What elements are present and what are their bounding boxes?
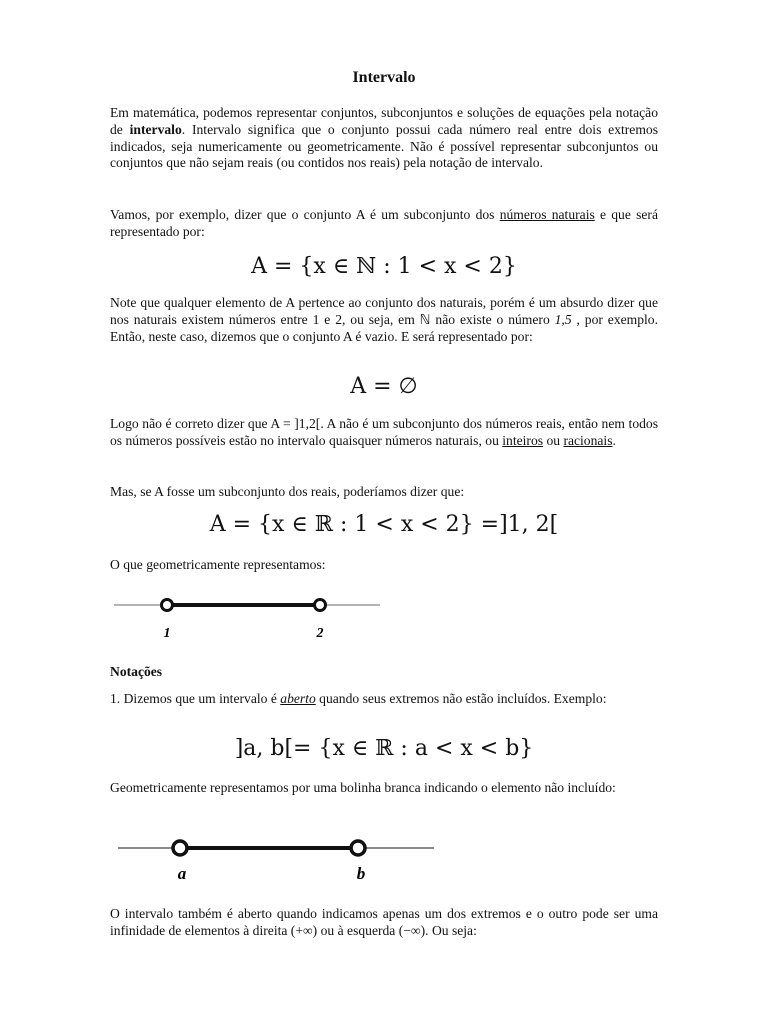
formula-naturals: A = {x ∈ ℕ : 1 < x < 2}	[251, 254, 517, 279]
label-b: b	[356, 864, 366, 883]
link-racionais[interactable]: racionais	[563, 432, 613, 448]
open-interval-paragraph: 1. Dizemos que um intervalo é aberto quando seus extremos não estão incluídos. Exemplo:	[110, 691, 607, 706]
bold-term-intervalo: intervalo	[129, 121, 182, 137]
interval-figure-1-2	[110, 590, 390, 646]
not-correct-paragraph: Logo não é correto dizer que A = ]1,2[. A não é um subconjunto dos números reais, então nem todos os números possíveis estão no intervalo quaisquer números naturais, ou inteiros ou racionais.	[110, 416, 658, 448]
formula-open-interval: ]a, b[= {x ∈ ℝ : a < x < b}	[234, 736, 534, 761]
page-title: Intervalo	[352, 69, 416, 86]
link-numeros-naturais[interactable]: números naturais	[499, 207, 595, 222]
label-right: 2	[316, 626, 324, 641]
half-open-paragraph: O intervalo também é aberto quando indicamos apenas um dos extremos e o outro pode ser uma infinidade de elementos à direita (+∞) ou à esquerda (−∞). Ou seja:	[110, 906, 658, 938]
interval-figure-a-b	[110, 833, 440, 885]
number-1-5: 1,5	[554, 311, 572, 327]
example-paragraph: Vamos, por exemplo, dizer que o conjunto A é um subconjunto dos números naturais e que será representado por:	[110, 207, 658, 239]
open-endpoint-b	[351, 841, 365, 855]
label-a: a	[177, 864, 187, 883]
reals-paragraph: Mas, se A fosse um subconjunto dos reais, poderíamos dizer que:	[110, 484, 465, 499]
open-endpoint-a	[173, 841, 187, 855]
label-left: 1	[163, 626, 171, 641]
link-inteiros[interactable]: inteiros	[502, 432, 544, 448]
empty-set-paragraph: Note que qualquer elemento de A pertence ao conjunto dos naturais, porém é um absurdo dizer que nos naturais existem números entre 1 e 2, ou seja, em ℕ não existe o número 1,5 , por exemplo. Então, neste caso, dizemos que o conjunto A é vazio. E será representado por:	[110, 295, 659, 344]
formula-empty-set: A = ∅	[350, 374, 418, 399]
geometric-paragraph: O que geometricamente representamos:	[110, 557, 326, 572]
open-endpoint-right	[315, 600, 326, 611]
term-aberto: aberto	[280, 691, 316, 706]
section-title-notacoes: Notações	[110, 664, 163, 679]
open-endpoint-left	[162, 600, 173, 611]
intro-paragraph: Em matemática, podemos representar conjuntos, subconjuntos e soluções de equações pela notação de intervalo. Intervalo significa que o conjunto possui cada número real entre dois extremos indicados, seja numericamente ou geometricamente. Não é possível representar subconjuntos ou conjuntos que não sejam reais (ou contidos nos reais) pela notação de intervalo.	[110, 105, 659, 171]
formula-reals: A = {x ∈ ℝ : 1 < x < 2} =]1, 2[	[209, 512, 559, 537]
white-dot-paragraph: Geometricamente representamos por uma bolinha branca indicando o elemento não incluído:	[110, 780, 616, 795]
